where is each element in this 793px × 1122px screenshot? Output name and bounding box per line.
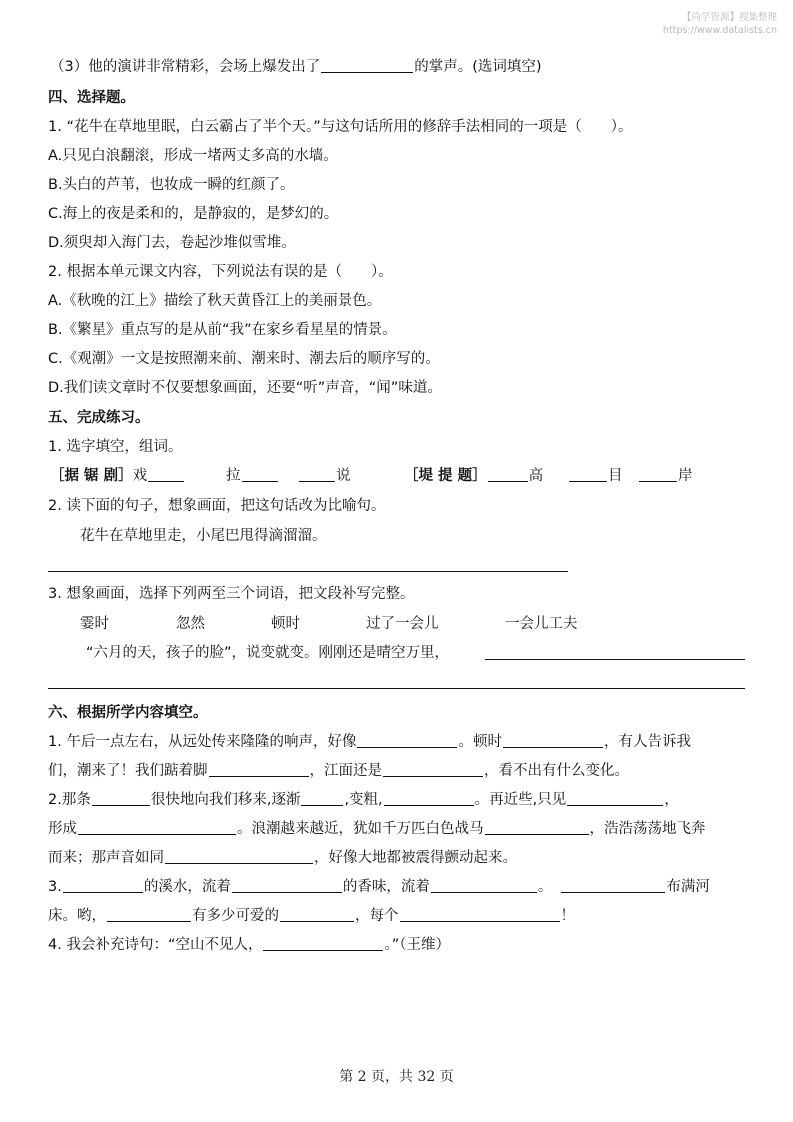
text: ,变粗, [344,792,383,808]
blank[interactable] [383,762,483,777]
blank[interactable] [263,936,383,951]
blank[interactable] [357,733,457,748]
blank[interactable] [431,878,537,893]
word-2: 拉 [226,468,241,484]
sec6-q2-line2 [48,819,706,839]
blank[interactable] [280,907,354,922]
text: ， [664,792,679,808]
text: 1. 午后一点左右，从远处传来隆隆的响声，好像 [48,734,357,750]
sec5-q2-stem: 2. 读下面的句子，想象画面，把这句话改为比喻句。 [48,498,386,514]
sec6-q3-line2 [48,906,575,926]
blank[interactable] [209,762,309,777]
text: 。”（王维） [384,937,450,953]
sec5-q3-word-4: 过了一会儿 [366,616,439,632]
watermark [663,11,777,37]
text: 。 [537,879,553,895]
text: 形成 [48,821,77,837]
blank[interactable] [63,878,143,893]
watermark-line2: https://www.datalists.cn [662,25,777,36]
watermark-line1: 【尚学资源】搜集整理 [681,12,777,23]
sec4-q1-option-a: A.只见白浪翻滚，形成一堵两丈多高的水墙。 [48,148,338,164]
sec5-q1-group2 [404,466,543,486]
sec4-q1-option-b: B.头白的芦苇，也妆成一瞬的红颜了。 [48,177,295,193]
sec5-q3-word-5: 一会儿工夫 [505,616,578,632]
page-footer: 第 2 页，共 32 页 [339,1069,454,1085]
q3-3-post: 的掌声。(选词填空) [414,59,542,75]
answer-line[interactable] [485,659,745,660]
blank[interactable] [321,58,413,73]
sec6-q2-line3 [48,848,517,868]
sec4-q1-option-c: C.海上的夜是柔和的，是静寂的，是梦幻的。 [48,206,339,222]
blank[interactable] [78,820,236,835]
sec6-q1-line1 [48,732,691,752]
text: 布满河 [666,879,710,895]
answer-line[interactable] [48,571,568,572]
section-6-title: 六、根据所学内容填空。 [48,705,208,721]
word-5: 目 [608,468,623,484]
sec5-q3-word-1: 霎时 [80,616,109,632]
text: ！ [560,908,575,924]
text: ，看不出有什么变化。 [484,763,629,779]
blank[interactable] [299,467,335,482]
q3-3-line [50,57,542,77]
text: 很快地向我们移来,逐渐 [150,792,301,808]
blank[interactable] [488,467,528,482]
blank[interactable] [165,849,313,864]
word-3: 说 [336,468,351,484]
section-4-title: 四、选择题。 [48,90,135,106]
sec5-q1-stem: 1. 选字填空，组词。 [48,439,183,455]
blank[interactable] [485,820,589,835]
sec6-q4-line [48,935,450,955]
sec4-q2-option-a: A.《秋晚的江上》描绘了秋天黄昏江上的美丽景色。 [48,293,382,309]
sec4-q2-stem: 2. 根据本单元课文内容，下列说法有误的是（ ）。 [48,264,393,280]
text: 有多少可爱的 [192,908,279,924]
text: 的香味，流着 [342,879,430,895]
sec5-q2-sentence: 花牛在草地里走，小尾巴甩得滴溜溜。 [80,528,327,544]
q3-3-pre: （3）他的演讲非常精彩，会场上爆发出了 [50,59,321,75]
sec4-q2-option-b: B.《繁星》重点写的是从前“我”在家乡看星星的情景。 [48,322,397,338]
sec5-q1-group1 [50,466,185,486]
blank[interactable] [301,791,343,806]
blank[interactable] [148,467,184,482]
sec4-q1-stem: 1. “花牛在草地里眠，白云霸占了半个天。”与这句话所用的修辞手法相同的一项是（ ）。 [48,119,633,135]
blank[interactable] [107,907,191,922]
sec5-q1-w3 [298,466,351,486]
answer-line[interactable] [48,688,745,689]
word-6: 岸 [678,468,693,484]
text: 3. [48,879,62,895]
text: ，江面还是 [309,763,382,779]
blank[interactable] [400,907,560,922]
text: ，每个 [355,908,399,924]
sec5-q3-word-2: 忽然 [176,616,205,632]
sec5-q3-para: “六月的天，孩子的脸”，说变就变。刚刚还是晴空万里， [86,645,450,661]
text: 4. 我会补充诗句：“空山不见人， [48,937,263,953]
word-4: 高 [528,468,544,484]
sec5-q1-w5 [568,466,623,486]
sec6-q2-line1 [48,790,679,810]
char-group-2: ［堤 提 题］ [404,468,487,484]
sec4-q2-option-d: D.我们读文章时不仅要想象画面，还要“听”声音，“闻”味道。 [48,380,442,396]
sec6-q1-line2 [48,761,629,781]
text: ，好像大地都被震得颤动起来。 [314,850,517,866]
blank[interactable] [639,467,677,482]
text: 的溪水，流着 [143,879,231,895]
text: 而来；那声音如同 [48,850,164,866]
blank[interactable] [384,791,474,806]
text: 床。哟， [48,908,106,924]
section-5-title: 五、完成练习。 [48,410,150,426]
text: 。浪潮越来越近，犹如千万匹白色战马 [237,821,484,837]
blank[interactable] [92,791,150,806]
blank[interactable] [567,791,663,806]
text: ，浩浩荡荡地飞奔 [589,821,706,837]
sec5-q3-stem: 3. 想象画面，选择下列两至三个词语，把文段补写完整。 [48,586,415,602]
text: ，有人告诉我 [603,734,691,750]
text: 们，潮来了！我们踮着脚 [48,763,208,779]
sec6-q3-line1 [48,877,710,897]
sec5-q1-w6 [638,466,693,486]
sec5-q3-word-3: 顿时 [271,616,300,632]
char-group-1: ［据 锯 剧］ [50,468,133,484]
blank[interactable] [561,878,665,893]
sec5-q1-w2 [226,466,279,486]
blank[interactable] [242,467,278,482]
text: 。再近些,只见 [474,792,567,808]
text: 2.那条 [48,792,91,808]
word-1: 戏 [132,468,148,484]
blank[interactable] [569,467,607,482]
sec4-q2-option-c: C.《观潮》一文是按照潮来前、潮来时、潮去后的顺序写的。 [48,351,440,367]
text: 。顿时 [458,734,502,750]
blank[interactable] [503,733,603,748]
blank[interactable] [232,878,342,893]
sec4-q1-option-d: D.须臾却入海门去，卷起沙堆似雪堆。 [48,235,296,251]
